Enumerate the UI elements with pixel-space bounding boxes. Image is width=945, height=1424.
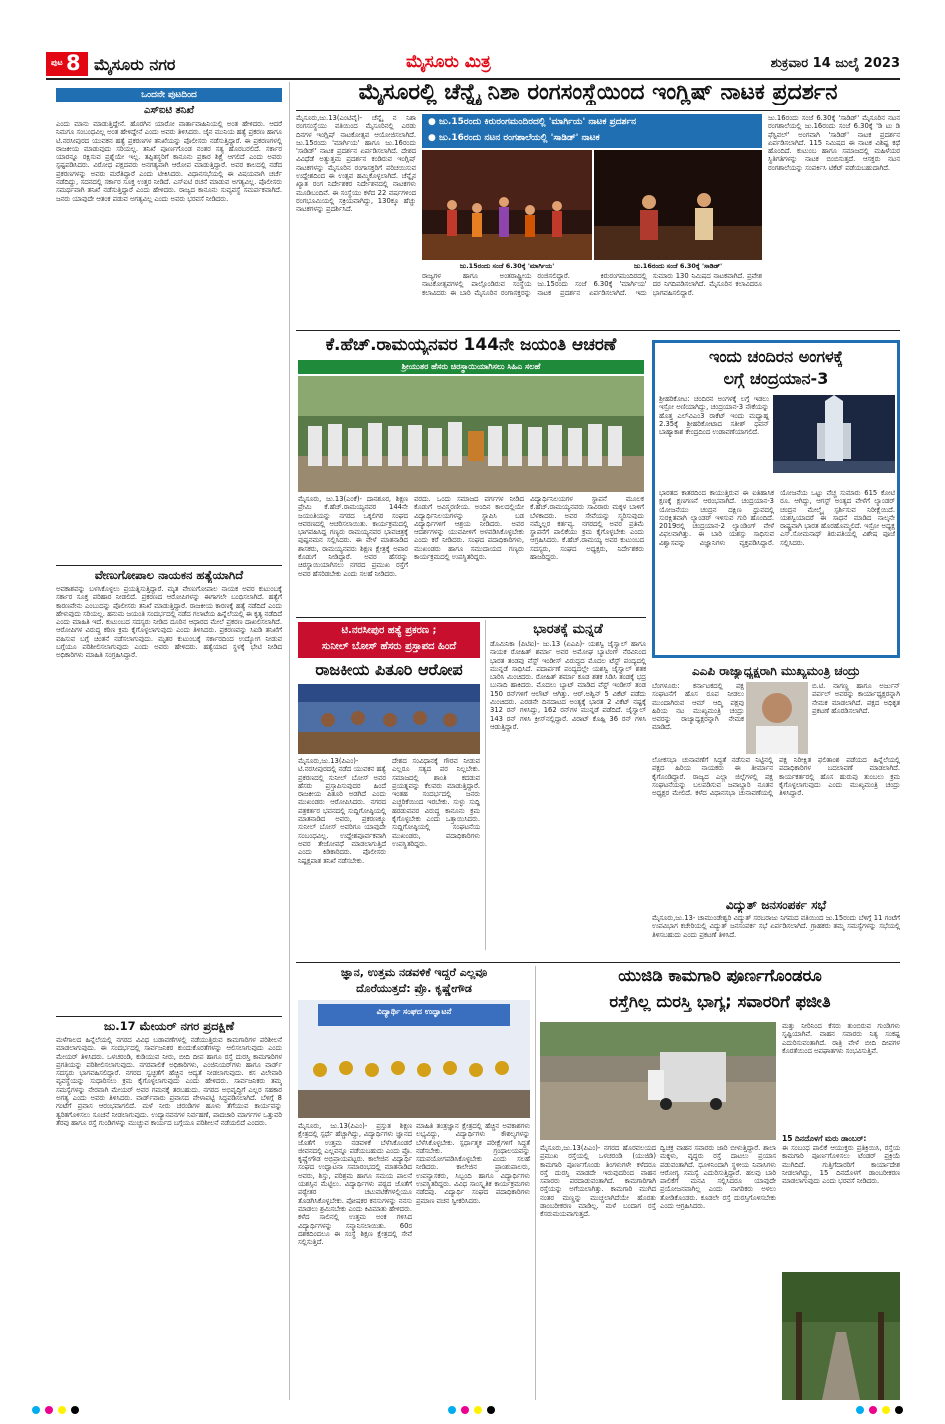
cyan-dot xyxy=(32,1406,40,1414)
divider xyxy=(296,617,646,618)
yellow-dot xyxy=(882,1406,890,1414)
cyan-dot xyxy=(448,1406,456,1414)
issue-date: ಶುಕ್ರವಾರ 14 ಜುಲೈ 2023 xyxy=(770,56,900,71)
jnana-headline-line-1: ಜ್ಞಾನ, ಉತ್ತಮ ನಡವಳಿಕೆ ಇದ್ದರೆ ಎಲ್ಲವೂ xyxy=(340,966,488,979)
venugopal-article-body: ಅವಕಾಶವನ್ನು ಬಳಸಿಕೊಳ್ಳಲು ಪ್ರಯತ್ನಿಸುತ್ತಿದ್ದಾರೆ. ಮೃತ ವೇಣುಗೋಪಾಲ ನಾಯಕ ಅವರ ಕುಟುಂಬಕ್ಕೆ ಸರ್ಕಾರ ಸೂಕ್ತ ಪರಿಹಾರ ನೀಡಲಿದೆ. ಪ್ರಕರಣದ ಆರೋಪಿಗಳನ್ನು ಈಗಾಗಲೇ ಬಂಧಿಸಲಾಗಿದೆ. ಹತ್ಯೆಗೆ ಕಾರಣವೇನು ಎಂಬುದನ್ನು ಪೊಲೀಸರು ತನಿಖೆ ಮಾಡುತ್ತಿದ್ದಾರೆ. ರಾಜಕೀಯ ಕಾರಣಕ್ಕೆ ಹತ್ಯೆ ನಡೆದಿದೆ ಎಂದು ಹೇಳುವುದು ಸರಿಯಲ್ಲ. ಹನುಮ ಜಯಂತಿ ಸಂದರ್ಭದಲ್ಲಿ ನಡೆದ ಗಲಾಟೆಯ ಹಿನ್ನೆಲೆಯಲ್ಲಿ ಈ ಕೃತ್ಯ ನಡೆದಿದೆ ಎಂದು ಮಾಹಿತಿ ಇದೆ. ಕುಟುಂಬದ ಸದಸ್ಯರು ನೀಡಿದ ದೂರಿನ ಆಧಾರದ ಮೇಲೆ ಪ್ರಕರಣ ದಾಖಲಿಸಲಾಗಿದೆ. ಆರೋಪಿಗಳ ವಿರುದ್ಧ ಕಠಿಣ ಕ್ರಮ ಕೈಗೊಳ್ಳಲಾಗುವುದು ಎಂದು ತಿಳಿಸಿದರು. ಪ್ರಕರಣವನ್ನು ಸಿಐಡಿ ತನಿಖೆಗೆ ವಹಿಸುವ ಬಗ್ಗೆ ಚಿಂತನೆ ನಡೆಸಲಾಗುವುದು. ಮೃತರ ಕುಟುಂಬಕ್ಕೆ ಸರ್ಕಾರದಿಂದ ಉದ್ಯೋಗ ನೀಡುವ ಬಗ್ಗೆಯೂ ಪರಿಶೀಲಿಸಲಾಗುವುದು ಎಂದು ಅವರು ಹೇಳಿದರು. ಹತ್ಯೆಯಾದ ಸ್ಥಳಕ್ಕೆ ಭೇಟಿ ನೀಡಿದ ಅಧಿಕಾರಿಗಳು ಮಾಹಿತಿ ಸಂಗ್ರಹಿಸಿದ್ದಾರೆ. xyxy=(56,585,282,660)
students-felicitation-image xyxy=(298,1000,530,1118)
jnana-photo-banner-text: ವಿದ್ಯಾರ್ಥಿ ಸಂಘದ ಉದ್ಘಾಟನೆ xyxy=(376,1007,452,1016)
magenta-dot xyxy=(45,1406,53,1414)
sit-headline: ಎಸ್‌ಐಟಿ ತನಿಖೆ xyxy=(144,105,194,116)
ugd-tree-road-photo xyxy=(782,1272,900,1400)
rocket-launch-image xyxy=(773,395,895,473)
ugd-subtitle: 15 ದಿನದೊಳಗೆ ಮರು ಡಾಂಬರ್: xyxy=(782,1134,867,1143)
aap-article-body-bottom: ಲೋಕಸಭಾ ಚುನಾವಣೆಗೆ ಸಿದ್ಧತೆ ನಡೆಸುವ ನಿಟ್ಟಿನಲ್ಲಿ ಪಕ್ಷದ ಹಿರಿಯ ನಾಯಕರು ಈ ತೀರ್ಮಾನ ಕೈಗೊಂಡಿದ್ದಾರೆ. ರಾಜ್ಯದ ಎಲ್ಲಾ ಜಿಲ್ಲೆಗಳಲ್ಲಿ ಪಕ್ಷ ಸಂಘಟನೆಯನ್ನು ಬಲಪಡಿಸುವ ಜವಾಬ್ದಾರಿ ನೂತನ ಅಧ್ಯಕ್ಷರ ಮೇಲಿದೆ. ಕಳೆದ ವಿಧಾನಸಭಾ ಚುನಾವಣೆಯಲ್ಲಿ ಪಕ್ಷ ನಿರೀಕ್ಷಿತ ಫಲಿತಾಂಶ ಪಡೆಯದ ಹಿನ್ನೆಲೆಯಲ್ಲಿ ಪದಾಧಿಕಾರಿಗಳ ಬದಲಾವಣೆ ಮಾಡಲಾಗಿದೆ. ಕಾರ್ಯಕರ್ತರಲ್ಲಿ ಹೊಸ ಹುರುಪು ತುಂಬಲು ಕ್ರಮ ಕೈಗೊಳ್ಳಲಾಗುವುದು ಎಂದು ಮುಖ್ಯಮಂತ್ರಿ ಚಂದ್ರು ತಿಳಿಸಿದ್ದಾರೆ. xyxy=(652,756,900,798)
rajakiya-article-body-left: ಮೈಸೂರು,ಜು.13(ಪಿಎಂ)- ಟಿ.ನರಸೀಪುರದಲ್ಲಿ ನಡೆದ ಯುವಕನ ಹತ್ಯೆ ಪ್ರಕರಣದಲ್ಲಿ ಸುನೀಲ್ ಬೋಸ್ ಅವರ ಹೆಸರು ಪ್ರಸ್ತಾಪಿಸುವುದರ ಹಿಂದೆ ರಾಜಕೀಯ ಪಿತೂರಿ ಅಡಗಿದೆ ಎಂದು ಮುಖಂಡರು ಆರೋಪಿಸಿದರು. ನಗರದ ಪತ್ರಕರ್ತರ ಭವನದಲ್ಲಿ ಸುದ್ದಿಗೋಷ್ಠಿಯಲ್ಲಿ ಮಾತನಾಡಿದ ಅವರು, ಪ್ರಕರಣಕ್ಕೂ ಸುನೀಲ್ ಬೋಸ್ ಅವರಿಗೂ ಯಾವುದೇ ಸಂಬಂಧವಿಲ್ಲ. ಉದ್ದೇಶಪೂರ್ವಕವಾಗಿ ಅವರ ತೇಜೋವಧೆ ಮಾಡಲಾಗುತ್ತಿದೆ ಎಂದು ಕಿಡಿಕಾರಿದರು. ಪೊಲೀಸರು ನಿಷ್ಪಕ್ಷಪಾತ ತನಿಖೆ ನಡೆಸಬೇಕು. xyxy=(298,757,386,865)
drama-info-line-1: ● ಜು.15ರಂದು ಕಿರುರಂಗಮಂದಿರದಲ್ಲಿ 'ಮಾರ್ಗಿಯ' ನಾಟಕ ಪ್ರದರ್ಶನ xyxy=(428,117,637,127)
mayor-visit-article-body: ಮಳೆಗಾಲದ ಹಿನ್ನೆಲೆಯಲ್ಲಿ ನಗರದ ವಿವಿಧ ಬಡಾವಣೆಗಳಲ್ಲಿ ನಡೆಯುತ್ತಿರುವ ಕಾಮಗಾರಿಗಳ ಪರಿಶೀಲನೆ ಮಾಡಲಾಗುವುದು. ಈ ಸಂದರ್ಭದಲ್ಲಿ ಸಾರ್ವಜನಿಕರ ಕುಂದುಕೊರತೆಗಳನ್ನು ಆಲಿಸಲಾಗುವುದು ಎಂದು ಮೇಯರ್ ತಿಳಿಸಿದರು. ಒಳಚರಂಡಿ, ಕುಡಿಯುವ ನೀರು, ಬೀದಿ ದೀಪ ಹಾಗೂ ರಸ್ತೆ ದುರಸ್ತಿ ಕಾಮಗಾರಿಗಳ ಪ್ರಗತಿಯನ್ನು ಪರಿಶೀಲಿಸಲಾಗುವುದು. ನಗರಪಾಲಿಕೆ ಅಧಿಕಾರಿಗಳು, ಎಂಜಿನಿಯರ್‌ಗಳು ಹಾಗೂ ವಾರ್ಡ್ ಸದಸ್ಯರು ಭಾಗವಹಿಸಲಿದ್ದಾರೆ. ನಗರದ ಸ್ವಚ್ಛತೆಗೆ ಹೆಚ್ಚಿನ ಆದ್ಯತೆ ನೀಡಲಾಗುವುದು. ಕಸ ವಿಲೇವಾರಿ ವ್ಯವಸ್ಥೆಯನ್ನು ಸುಧಾರಿಸಲು ಕ್ರಮ ಕೈಗೊಳ್ಳಲಾಗುವುದು ಎಂದು ಹೇಳಿದರು. ಸಾರ್ವಜನಿಕರು ತಮ್ಮ ಸಮಸ್ಯೆಗಳನ್ನು ನೇರವಾಗಿ ಮೇಯರ್ ಅವರ ಗಮನಕ್ಕೆ ತರಬಹುದು. ನಗರದ ಅಭಿವೃದ್ಧಿಗೆ ಎಲ್ಲರ ಸಹಕಾರ ಅಗತ್ಯ ಎಂದು ಅವರು ತಿಳಿಸಿದರು. ವಾರ್ಡ್‌ವಾರು ಪ್ರವಾಸದ ವೇಳಾಪಟ್ಟಿ ಸಿದ್ಧಪಡಿಸಲಾಗಿದೆ. ಬೆಳಿಗ್ಗೆ 8 ಗಂಟೆಗೆ ಪ್ರವಾಸ ಆರಂಭವಾಗಲಿದೆ. ಮಳೆ ನೀರು ಚರಂಡಿಗಳ ಹೂಳು ತೆಗೆಯುವ ಕಾರ್ಯವನ್ನು ತ್ವರಿತಗೊಳಿಸಲು ಸೂಚನೆ ನೀಡಲಾಗುವುದು. ಉದ್ಯಾನವನಗಳ ನಿರ್ವಹಣೆ, ಪಾದಚಾರಿ ಮಾರ್ಗಗಳ ಒತ್ತುವರಿ ತೆರವು ಹಾಗೂ ರಸ್ತೆ ಗುಂಡಿಗಳನ್ನು ಮುಚ್ಚುವ ಕಾರ್ಯದ ಬಗ್ಗೆಯೂ ಪರಿಶೀಲನೆ ನಡೆಯಲಿದೆ ಎಂದರು. xyxy=(56,1036,282,1127)
vidyut-article-body: ಮೈಸೂರು,ಜು.13- ಚಾಮುಂಡೇಶ್ವರಿ ವಿದ್ಯುತ್ ಸರಬರಾಜು ನಿಗಮದ ವತಿಯಿಂದ ಜು.15ರಂದು ಬೆಳಿಗ್ಗೆ 11 ಗಂಟೆಗೆ ಉಪವಿಭಾಗ ಕಚೇರಿಯಲ್ಲಿ ವಿದ್ಯುತ್ ಜನಸಂಪರ್ಕ ಸಭೆ ಏರ್ಪಡಿಸಲಾಗಿದೆ. ಗ್ರಾಹಕರು ತಮ್ಮ ಸಮಸ್ಯೆಗಳನ್ನು ಸಭೆಯಲ್ಲಿ ತಿಳಿಸಬಹುದು ಎಂದು ಪ್ರಕಟಣೆ ತಿಳಿಸಿದೆ. xyxy=(652,914,900,939)
chandru-portrait xyxy=(746,682,808,754)
column-divider xyxy=(289,82,290,1400)
drama-photo-caption-left: ಜು.15ರಂದು ಸಂಜೆ 6.30ಕ್ಕೆ 'ಮಾರ್ಗಿಯ' xyxy=(459,262,555,270)
ramayya-article-body-left: ಮೈಸೂರು, ಜು.13(ಎಂಕೆ)- ದಾನಶೂರ, ಶಿಕ್ಷಣ ಪ್ರೇಮಿ ಕೆ.ಹೆಚ್.ರಾಮಯ್ಯನವರ 144ನೇ ಜಯಂತಿಯನ್ನು ನಗರದ ಒಕ್ಕಲಿಗರ ಸಂಘದ ಆವರಣದಲ್ಲಿ ಆಚರಿಸಲಾಯಿತು. ಕಾರ್ಯಕ್ರಮದಲ್ಲಿ ಭಾಗವಹಿಸಿದ್ದ ಗಣ್ಯರು ರಾಮಯ್ಯನವರ ಭಾವಚಿತ್ರಕ್ಕೆ ಪುಷ್ಪನಮನ ಸಲ್ಲಿಸಿದರು. ಈ ವೇಳೆ ಮಾತನಾಡಿದ ಶಾಸಕರು, ರಾಮಯ್ಯನವರು ಶಿಕ್ಷಣ ಕ್ಷೇತ್ರಕ್ಕೆ ಅಪಾರ ಕೊಡುಗೆ ನೀಡಿದ್ದಾರೆ. ಅವರ ಹೆಸರನ್ನು ಚಿರಸ್ಥಾಯಿಯಾಗಿಸಲು ನಗರದ ಪ್ರಮುಖ ರಸ್ತೆಗೆ ಅವರ ಹೆಸರಿಡಬೇಕು ಎಂದು ಸಲಹೆ ನೀಡಿದರು. xyxy=(298,495,408,578)
jnana-article-body-left: ಮೈಸೂರು, ಜು.13(ಪಿಎಂ)- ಪ್ರಸ್ತುತ ಶಿಕ್ಷಣ ಕ್ಷೇತ್ರದಲ್ಲಿ ಸ್ಪರ್ಧೆ ಹೆಚ್ಚಾಗಿದ್ದು, ವಿದ್ಯಾರ್ಥಿಗಳು ಜ್ಞಾನದ ಜೊತೆಗೆ ಉತ್ತಮ ನಡವಳಿಕೆ ಬೆಳೆಸಿಕೊಂಡರೆ ಜೀವನದಲ್ಲಿ ಎಲ್ಲವನ್ನೂ ಪಡೆಯಬಹುದು ಎಂದು ಪ್ರೊ. ಕೃಷ್ಣೇಗೌಡ ಅಭಿಪ್ರಾಯಪಟ್ಟರು. ಕಾಲೇಜಿನ ವಿದ್ಯಾರ್ಥಿ ಸಂಘದ ಉದ್ಘಾಟನಾ ಸಮಾರಂಭದಲ್ಲಿ ಮಾತನಾಡಿದ ಅವರು, ಶಿಸ್ತು, ಪರಿಶ್ರಮ ಹಾಗೂ ಸಮಯ ಪಾಲನೆ ಯಶಸ್ಸಿನ ಮೆಟ್ಟಿಲು. ವಿದ್ಯಾರ್ಥಿಗಳು ಪಠ್ಯದ ಜೊತೆಗೆ ಪಠ್ಯೇತರ ಚಟುವಟಿಕೆಗಳಲ್ಲಿಯೂ ತೊಡಗಿಸಿಕೊಳ್ಳಬೇಕು. ಪೋಷಕರ ಕನಸುಗಳನ್ನು ನನಸು ಮಾಡಲು ಶ್ರಮಿಸಬೇಕು ಎಂದು ಕಿವಿಮಾತು ಹೇಳಿದರು. ಕಳೆದ ಸಾಲಿನಲ್ಲಿ ಉತ್ತಮ ಅಂಕ ಗಳಿಸಿದ ವಿದ್ಯಾರ್ಥಿಗಳನ್ನು ಸನ್ಮಾನಿಸಲಾಯಿತು. 60ರ ದಶಕದಿಂದಲೂ ಈ ಸಂಸ್ಥೆ ಶಿಕ್ಷಣ ಕ್ಷೇತ್ರದಲ್ಲಿ ಸೇವೆ ಸಲ್ಲಿಸುತ್ತಿದೆ. xyxy=(298,1122,412,1247)
section-title: ಮೈಸೂರು ನಗರ xyxy=(94,55,176,74)
rajakiya-article-body-right: ದೇಶದ ಸಂವಿಧಾನಕ್ಕೆ ಗೌರವ ನೀಡುವ ಎಲ್ಲರೂ ಸತ್ಯದ ಪರ ನಿಲ್ಲಬೇಕು. ಸಮಾಜದಲ್ಲಿ ಶಾಂತಿ ಕದಡುವ ಪ್ರಯತ್ನವನ್ನು ಕೆಲವರು ಮಾಡುತ್ತಿದ್ದಾರೆ. ಇಂತಹ ಸಂದರ್ಭದಲ್ಲಿ ಜನರು ಎಚ್ಚರಿಕೆಯಿಂದ ಇರಬೇಕು. ಸುಳ್ಳು ಸುದ್ದಿ ಹರಡುವವರ ವಿರುದ್ಧ ಕಾನೂನು ಕ್ರಮ ಕೈಗೊಳ್ಳಬೇಕು ಎಂದು ಒತ್ತಾಯಿಸಿದರು. ಸುದ್ದಿಗೋಷ್ಠಿಯಲ್ಲಿ ಸಂಘಟನೆಯ ಮುಖಂಡರು, ಪದಾಧಿಕಾರಿಗಳು ಉಪಸ್ಥಿತರಿದ್ದರು. xyxy=(392,757,480,848)
ramayya-subheading: ಶ್ರೀಯುತರ ಹೆಸರು ಚಿರಸ್ಥಾಯಿಯಾಗಿಸಲು ಸಿಹಿಎ ಸಲಹೆ xyxy=(298,360,644,374)
ugd-article-body-middle: ದ್ವಿಚಕ್ರ ವಾಹನ ಸವಾರರು ಜಾರಿ ಬೀಳುತ್ತಿದ್ದಾರೆ. ಶಾಲಾ ಮಕ್ಕಳು, ವೃದ್ಧರು ರಸ್ತೆ ದಾಟಲು ಪ್ರಯಾಸ ಪಡುವಂತಾಗಿದೆ. ಧೂಳಿನಿಂದಾಗಿ ಸ್ಥಳೀಯ ನಿವಾಸಿಗಳು ಆರೋಗ್ಯ ಸಮಸ್ಯೆ ಎದುರಿಸುತ್ತಿದ್ದಾರೆ. ಹಲವು ಬಾರಿ ಪಾಲಿಕೆಗೆ ಮನವಿ ಸಲ್ಲಿಸಿದರೂ ಯಾವುದೇ ಪ್ರಯೋಜನವಾಗಿಲ್ಲ ಎಂದು ನಾಗರಿಕರು ಅಳಲು ತೋಡಿಕೊಂಡರು. ಕೂಡಲೇ ರಸ್ತೆ ದುರಸ್ತಿಗೊಳಿಸಬೇಕು ಎಂದು ಆಗ್ರಹಿಸಿದರು. xyxy=(660,1144,776,1211)
stage-performance-image xyxy=(422,150,592,260)
rajakiya-kicker-line-1: ಟಿ.ನರಸೀಪುರ ಹತ್ಯೆ ಪ್ರಕರಣ ; xyxy=(341,625,437,636)
ugd-article-body-right-top: ಮತ್ತು ನೀರಿನಿಂದ ಕೆಸರು ತುಂಬಿರುವ ಗುಂಡಿಗಳು ಸೃಷ್ಟಿಯಾಗಿವೆ. ವಾಹನ ಸವಾರರು ನಿತ್ಯ ಸಂಕಷ್ಟ ಎದುರಿಸುವಂತಾಗಿದೆ. ರಾತ್ರಿ ವೇಳೆ ಬೀದಿ ದೀಪಗಳ ಕೊರತೆಯಿಂದ ಅಪಘಾತಗಳು ಸಂಭವಿಸುತ್ತಿವೆ. xyxy=(782,1022,900,1055)
newspaper-logo: ಮೈಸೂರು ಮಿತ್ರ xyxy=(406,52,491,72)
aap-headline: ಎಎಪಿ ರಾಜ್ಯಾಧ್ಯಕ್ಷರಾಗಿ ಮುಖ್ಯಮಂತ್ರಿ ಚಂದ್ರು xyxy=(691,664,861,678)
drama-photo-right xyxy=(594,150,762,260)
page-number-badge xyxy=(46,52,88,76)
yellow-dot xyxy=(474,1406,482,1414)
rajakiya-kicker-box xyxy=(298,622,480,658)
ugd-headline-line-1: ಯುಜಿಡಿ ಕಾಮಗಾರಿ ಪೂರ್ಣಗೊಂಡರೂ xyxy=(618,966,822,985)
jnana-headline-line-2: ದೊರೆಯುತ್ತದೆ: ಪ್ರೊ. ಕೃಷ್ಣೇಗೌಡ xyxy=(356,982,472,995)
chandrayaan-box xyxy=(652,340,900,658)
stage-performance-image xyxy=(594,150,762,260)
magenta-dot xyxy=(869,1406,877,1414)
press-meet-image xyxy=(298,684,480,754)
chandrayaan-article-body-top: ಶ್ರೀಹರಿಕೋಟ: ಚಂದಿರನ ಅಂಗಳಕ್ಕೆ ಲಗ್ಗೆ ಇಡಲು ಇಸ್ರೋ ಅಣಿಯಾಗಿದ್ದು, ಚಂದ್ರಯಾನ-3 ನೌಕೆಯನ್ನು ಹೊತ್ತ ಎಲ್‌ವಿಎಂ3 ರಾಕೆಟ್ ಇಂದು ಮಧ್ಯಾಹ್ನ 2.35ಕ್ಕೆ ಶ್ರೀಹರಿಕೋಟಾದ ಸತೀಶ್ ಧವನ್ ಬಾಹ್ಯಾಕಾಶ ಕೇಂದ್ರದಿಂದ ಉಡಾವಣೆಯಾಗಲಿದೆ. xyxy=(659,395,769,437)
ugd-headline-line-2: ರಸ್ತೆಗಿಲ್ಲ ದುರಸ್ತಿ ಭಾಗ್ಯ; ಸವಾರರಿಗೆ ಫಜೀತಿ xyxy=(609,992,831,1011)
black-dot xyxy=(895,1406,903,1414)
jnana-photo xyxy=(298,1000,530,1118)
sit-article-body: ಎಂದು ಮಾನು ಮಾಡುತ್ತಿದ್ದೇನೆ. ಹೊರಗಿನ ಯಾರೋ ವಾರ್ತಾವಾಹಿನಿಯಲ್ಲಿ ಅಂತ ಹೇಳಿದರು. ಆದರೆ ನಿಮಗೂ ಸಂಬಂಧವಿಲ್ಲ ಅಂತ ಹೇಳಿದ್ದೇನೆ ಎಂದು ಅವರು ತಿಳಿಸಿದರು. ಜೈನ ಮುನಿಯ ಹತ್ಯೆ ಪ್ರಕರಣ ಹಾಗೂ ಟಿ.ನರಸೀಪುರದ ಯುವಕನ ಹತ್ಯೆ ಪ್ರಕರಣಗಳ ತನಿಖೆಯನ್ನು ಪೊಲೀಸರು ನಡೆಸುತ್ತಿದ್ದಾರೆ. ಈ ಪ್ರಕರಣಗಳಲ್ಲಿ ರಾಜಕೀಯ ಮಾಡುವುದು ಸರಿಯಲ್ಲ. ತನಿಖೆ ಪೂರ್ಣಗೊಂಡ ನಂತರ ಸತ್ಯ ಹೊರಬರಲಿದೆ. ಸರ್ಕಾರ ಯಾರನ್ನೂ ರಕ್ಷಿಸುವ ಪ್ರಶ್ನೆಯೇ ಇಲ್ಲ. ತಪ್ಪಿತಸ್ಥರಿಗೆ ಕಾನೂನು ಪ್ರಕಾರ ಶಿಕ್ಷೆ ಆಗಲಿದೆ ಎಂದು ಅವರು ಸ್ಪಷ್ಟಪಡಿಸಿದರು. ವಿರೋಧ ಪಕ್ಷದವರು ಅನಗತ್ಯವಾಗಿ ಆರೋಪ ಮಾಡುತ್ತಿದ್ದಾರೆ. ಅವರ ಕಾಲದಲ್ಲಿ ನಡೆದ ಪ್ರಕರಣಗಳನ್ನು ಅವರು ಮರೆತಿದ್ದಾರೆ ಎಂದು ಟೀಕಿಸಿದರು. ವಿಧಾನಸಭೆಯಲ್ಲಿ ಈ ವಿಷಯವಾಗಿ ಚರ್ಚೆ ನಡೆದಿದ್ದು, ಸದನದಲ್ಲಿ ಸರ್ಕಾರ ಸೂಕ್ತ ಉತ್ತರ ನೀಡಿದೆ. ಎಸ್‌ಐಟಿ ರಚನೆ ಮಾಡುವ ಅಗತ್ಯವಿಲ್ಲ. ಪೊಲೀಸರು ಸಮರ್ಥವಾಗಿ ತನಿಖೆ ನಡೆಸುತ್ತಿದ್ದಾರೆ ಎಂದು ಹೇಳಿದರು. ರಾಜ್ಯದ ಕಾನೂನು ಸುವ್ಯವಸ್ಥೆ ಸಮರ್ಪಕವಾಗಿದೆ. ಜನರು ಯಾವುದೇ ಆತಂಕ ಪಡುವ ಅಗತ್ಯವಿಲ್ಲ ಎಂದು ಅವರು ಭರವಸೆ ನೀಡಿದರು. xyxy=(56,120,282,203)
ugd-road-photo xyxy=(540,1022,776,1140)
column-divider xyxy=(535,966,536,1400)
divider xyxy=(296,110,900,111)
page-label: ಪುಟ xyxy=(51,58,63,67)
rocket-photo xyxy=(773,395,895,473)
rajakiya-kicker-line-2: ಸುನೀಲ್ ಬೋಸ್ ಹೆಸರು ಪ್ರಸ್ತಾಪದ ಹಿಂದೆ xyxy=(321,641,457,652)
aap-article-body-right: ಬಿ.ಟಿ. ನಾಗಣ್ಣ ಹಾಗೂ ಅರ್ಜುನ್ ಪರ್ಪಲ್ ಅವರನ್ನು ಕಾರ್ಯಾಧ್ಯಕ್ಷರನ್ನಾಗಿ ನೇಮಕ ಮಾಡಲಾಗಿದೆ. ಪಕ್ಷದ ಅಧಿಕೃತ ಪ್ರಕಟಣೆ ಹೊರಡಿಸಲಾಗಿದೆ. xyxy=(812,682,900,715)
yellow-dot xyxy=(58,1406,66,1414)
drama-article-body-left: ಮೈಸೂರು,ಜು.13(ಎಂಟಿವೈ)- ಚೆನ್ನೈ ನ ನಿಶಾ ರಂಗಸಂಸ್ಥೆಯು ವತಿಯಿಂದ ಮೈಸೂರಿನಲ್ಲಿ ಎರಡು ದಿನಗಳ ಇಂಗ್ಲಿಷ್ ನಾಟಕೋತ್ಸವ ಆಯೋಜಿಸಲಾಗಿದೆ. ಜು.15ರಂದು 'ಮಾರ್ಗಿಯ' ಹಾಗೂ ಜು.16ರಂದು 'ಸಾಡಿಡ್' ನಾಟಕ ಪ್ರದರ್ಶನ ಏರ್ಪಡಿಸಲಾಗಿದೆ. ದೇಶದ ವಿವಿಧೆಡೆ ಅತ್ಯುತ್ತಮ ಪ್ರದರ್ಶನ ಕಂಡಿರುವ ಇಂಗ್ಲಿಷ್ ನಾಟಕಗಳನ್ನು ಮೈಸೂರಿನ ರಂಗಾಸಕ್ತರಿಗೆ ಪರಿಚಯಿಸುವ ಉದ್ದೇಶದಿಂದ ಈ ಉತ್ಸವ ಹಮ್ಮಿಕೊಳ್ಳಲಾಗಿದೆ. ಚೆನ್ನೈನ ಖ್ಯಾತ ರಂಗ ನಿರ್ದೇಶಕರ ನಿರ್ದೇಶನದಲ್ಲಿ ನಾಟಕಗಳು ಮೂಡಿಬಂದಿವೆ. ಈ ಸಂಸ್ಥೆಯು ಕಳೆದ 22 ವರ್ಷಗಳಿಂದ ರಂಗಭೂಮಿಯಲ್ಲಿ ಸಕ್ರಿಯವಾಗಿದ್ದು, 130ಕ್ಕೂ ಹೆಚ್ಚು ನಾಟಕಗಳನ್ನು ಪ್ರದರ್ಶಿಸಿದೆ. xyxy=(296,114,416,214)
drama-headline: ಮೈಸೂರಲ್ಲಿ ಚೆನ್ನೈ ನಿಶಾ ರಂಗಸಂಸ್ಥೆಯಿಂದ ಇಂಗ್ಲಿಷ್ ನಾಟಕ ಪ್ರದರ್ಶನ xyxy=(358,80,838,105)
ramayya-photo xyxy=(298,376,644,492)
bharat-headline: ಭಾರತಕ್ಕೆ ಮನ್ನಡೆ xyxy=(533,622,603,637)
drama-article-body-middle: ರಾಜ್ಯಗಳ ಹಾಗೂ ಅಂತರಾಷ್ಟ್ರೀಯ ನಾಟಕೋತ್ಸವಗಳಲ್ಲಿ ಪಾಲ್ಗೊಂಡಿರುವ ಸಂಸ್ಥೆಯ ಕಲಾವಿದರು ಈ ಬಾರಿ ಮೈಸೂರಿನ ರಂಗಾಸಕ್ತರನ್ನು ರಂಜಿಸಲಿದ್ದಾರೆ. ಕಿರುರಂಗಮಂದಿರದಲ್ಲಿ ಜು.15ರಂದು ಸಂಜೆ 6.30ಕ್ಕೆ 'ಮಾರ್ಗಿಯ' ನಾಟಕ ಪ್ರದರ್ಶನ ಏರ್ಪಡಿಸಲಾಗಿದೆ. ಇದು ಸುಮಾರು 130 ನಿಮಿಷದ ನಾಟಕವಾಗಿದೆ. ಪ್ರವೇಶ ದರ ನಿಗದಿಪಡಿಸಲಾಗಿದೆ. ಮೈಸೂರಿನ ಕಲಾವಿದರೂ ಭಾಗವಹಿಸಲಿದ್ದಾರೆ. xyxy=(422,272,762,297)
black-dot xyxy=(487,1406,495,1414)
continued-banner: ಒಂದನೇ ಪುಟದಿಂದ xyxy=(56,88,282,102)
bharat-article-body: ಡೊಮಿನಿಕಾ (ಪಿಟಿಐ)- ಜು.13 (ಏಎಪಿ)- ಯಶಸ್ವಿ ಜೈಸ್ವಾಲ್ ಹಾಗೂ ನಾಯಕ ರೋಹಿತ್ ಶರ್ಮಾ ಅವರ ಅಮೋಘ ಬ್ಯಾಟಿಂಗ್ ನೆರವಿನಿಂದ ಭಾರತ ತಂಡವು ವೆಸ್ಟ್ ಇಂಡೀಸ್ ವಿರುದ್ಧದ ಮೊದಲ ಟೆಸ್ಟ್ ಪಂದ್ಯದಲ್ಲಿ ಮುನ್ನಡೆ ಸಾಧಿಸಿದೆ. ಪದಾರ್ಪಣೆ ಪಂದ್ಯದಲ್ಲೇ ಯಶಸ್ವಿ ಜೈಸ್ವಾಲ್ ಶತಕ ಬಾರಿಸಿ ಮಿಂಚಿದರು. ರೋಹಿತ್ ಶರ್ಮಾ ಕೂಡ ಶತಕ ಸಿಡಿಸಿ ತಂಡಕ್ಕೆ ಭದ್ರ ಬುನಾದಿ ಹಾಕಿದರು. ಮೊದಲು ಬ್ಯಾಟ್ ಮಾಡಿದ ವೆಸ್ಟ್ ಇಂಡೀಸ್ ತಂಡ 150 ರನ್‌ಗಳಿಗೆ ಆಲೌಟ್ ಆಗಿತ್ತು. ಆರ್.ಅಶ್ವಿನ್ 5 ವಿಕೆಟ್ ಪಡೆದು ಮಿಂಚಿದರು. ಎರಡನೇ ದಿನದಾಟದ ಅಂತ್ಯಕ್ಕೆ ಭಾರತ 2 ವಿಕೆಟ್ ನಷ್ಟಕ್ಕೆ 312 ರನ್ ಗಳಿಸಿದ್ದು, 162 ರನ್‌ಗಳ ಮುನ್ನಡೆ ಪಡೆದಿದೆ. ಜೈಸ್ವಾಲ್ 143 ರನ್ ಗಳಿಸಿ ಕ್ರೀಸ್‌ನಲ್ಲಿದ್ದಾರೆ. ವಿರಾಟ್ ಕೊಹ್ಲಿ 36 ರನ್ ಗಳಿಸಿ ಆಡುತ್ತಿದ್ದಾರೆ. xyxy=(490,640,646,731)
chandrayaan-headline-line-2: ಲಗ್ಗೆ ಚಂದ್ರಯಾನ-3 xyxy=(723,369,829,388)
magenta-dot xyxy=(461,1406,469,1414)
rajakiya-photo xyxy=(298,684,480,754)
black-dot xyxy=(71,1406,79,1414)
rajakiya-headline: ರಾಜಕೀಯ ಪಿತೂರಿ ಆರೋಪ xyxy=(315,660,463,679)
ugd-article-body-right-bottom: ಈ ಸಂಬಂಧ ಪಾಲಿಕೆ ಆಯುಕ್ತರು ಪ್ರತಿಕ್ರಿಯಿಸಿ, ರಸ್ತೆಯ ಕಾಮಗಾರಿ ಪೂರ್ಣಗೊಳಿಸಲು ಟೆಂಡರ್ ಪ್ರಕ್ರಿಯೆ ಮುಗಿದಿದೆ. ಗುತ್ತಿಗೆದಾರರಿಗೆ ಕಾರ್ಯಾದೇಶ ನೀಡಲಾಗಿದ್ದು, 15 ದಿನದೊಳಗೆ ಡಾಂಬರೀಕರಣ ಮಾಡಲಾಗುವುದು ಎಂದು ಭರವಸೆ ನೀಡಿದರು. xyxy=(782,1144,900,1186)
tree-lined-road-image xyxy=(782,1272,900,1400)
damaged-road-image xyxy=(540,1022,776,1140)
ramayya-article-body-middle: ವರದು. ಒಂದು ಸಮಾಜದ ವರ್ಗಗಳ ನೀಡಿದ ಕೊಡುಗೆ ಅವಿಸ್ಮರಣೀಯ. ಅಂದಿನ ಕಾಲದಲ್ಲಿಯೇ ವಿದ್ಯಾರ್ಥಿನಿಲಯಗಳನ್ನು ಸ್ಥಾಪಿಸಿ ಬಡ ವಿದ್ಯಾರ್ಥಿಗಳಿಗೆ ಆಶ್ರಯ ನೀಡಿದರು. ಅವರ ಆದರ್ಶಗಳನ್ನು ಯುವಪೀಳಿಗೆ ಅಳವಡಿಸಿಕೊಳ್ಳಬೇಕು ಎಂದು ಕರೆ ನೀಡಿದರು. ಸಂಘದ ಪದಾಧಿಕಾರಿಗಳು, ಮುಖಂಡರು ಹಾಗೂ ಸಮುದಾಯದ ಗಣ್ಯರು ಕಾರ್ಯಕ್ರಮದಲ್ಲಿ ಉಪಸ್ಥಿತರಿದ್ದರು. xyxy=(414,495,524,562)
divider xyxy=(56,1016,282,1017)
aap-article-body-top: ಬೆಂಗಳೂರು: ಕರ್ನಾಟಕದಲ್ಲಿ ಪಕ್ಷ ಸಂಘಟನೆಗೆ ಹೊಸ ರೂಪ ನೀಡಲು ಮುಂದಾಗಿರುವ ಆಮ್ ಆದ್ಮಿ ಪಕ್ಷವು ಹಿರಿಯ ನಟ ಮುಖ್ಯಮಂತ್ರಿ ಚಂದ್ರು ಅವರನ್ನು ರಾಜ್ಯಾಧ್ಯಕ್ಷರನ್ನಾಗಿ ನೇಮಕ ಮಾಡಿದೆ. xyxy=(652,682,744,732)
cyan-dot xyxy=(856,1406,864,1414)
group-photo-image xyxy=(298,376,644,492)
divider xyxy=(296,330,900,331)
drama-photo-caption-right: ಜು.16ರಂದು ಸಂಜೆ 6.30ಕ್ಕೆ 'ಸಾಡಿಡ್' xyxy=(633,262,723,270)
ramayya-headline: ಕೆ.ಹೆಚ್.ರಾಮಯ್ಯನವರ 144ನೇ ಜಯಂತಿ ಆಚರಣೆ xyxy=(325,335,617,355)
mayor-visit-headline: ಜು.17 ಮೇಯರ್ ನಗರ ಪ್ರದಕ್ಷಿಣೆ xyxy=(103,1019,235,1033)
chandrayaan-headline-line-1: ಇಂದು ಚಂದಿರನ ಅಂಗಳಕ್ಕೆ xyxy=(708,347,844,366)
drama-info-line-2: ● ಜು.16ರಂದು ನಟನ ರಂಗಶಾಲೆಯಲ್ಲಿ 'ಸಾಡಿಡ್' ನಾಟಕ xyxy=(428,133,600,143)
venugopal-headline: ವೇಣುಗೋಪಾಲ ನಾಯಕನ ಹತ್ಯೆಯಾಗಿದೆ xyxy=(94,568,244,582)
color-registration-marks-right xyxy=(856,1406,903,1414)
divider xyxy=(296,962,900,963)
drama-photo-left xyxy=(422,150,592,260)
portrait-image xyxy=(746,682,808,754)
divider xyxy=(56,565,282,566)
color-registration-marks-left xyxy=(32,1406,79,1414)
jnana-article-body-right: ಮಾಹಿತಿ ತಂತ್ರಜ್ಞಾನ ಕ್ಷೇತ್ರದಲ್ಲಿ ಹೆಚ್ಚಿನ ಅವಕಾಶಗಳು ಲಭ್ಯವಿದ್ದು, ವಿದ್ಯಾರ್ಥಿಗಳು ಕೌಶಲ್ಯಗಳನ್ನು ಬೆಳೆಸಿಕೊಳ್ಳಬೇಕು. ಸ್ಪರ್ಧಾತ್ಮಕ ಪರೀಕ್ಷೆಗಳಿಗೆ ಸಿದ್ಧತೆ ನಡೆಸಬೇಕು. ಗ್ರಂಥಾಲಯವನ್ನು ಸದುಪಯೋಗಪಡಿಸಿಕೊಳ್ಳಬೇಕು ಎಂದು ಸಲಹೆ ನೀಡಿದರು. ಕಾಲೇಜಿನ ಪ್ರಾಂಶುಪಾಲರು, ಉಪನ್ಯಾಸಕರು, ಸಿಬ್ಬಂದಿ ಹಾಗೂ ವಿದ್ಯಾರ್ಥಿಗಳು ಉಪಸ್ಥಿತರಿದ್ದರು. ವಿವಿಧ ಸಾಂಸ್ಕೃತಿಕ ಕಾರ್ಯಕ್ರಮಗಳು ನಡೆದವು. ವಿದ್ಯಾರ್ಥಿ ಸಂಘದ ಪದಾಧಿಕಾರಿಗಳು ಪ್ರಮಾಣ ವಚನ ಸ್ವೀಕರಿಸಿದರು. xyxy=(416,1122,530,1205)
ugd-article-body-left: ಮೈಸೂರು,ಜು.13(ಪಿಎಂ)- ನಗರದ ಹೊರವಲಯದ ಪ್ರಮುಖ ರಸ್ತೆಯಲ್ಲಿ ಒಳಚರಂಡಿ (ಯುಜಿಡಿ) ಕಾಮಗಾರಿ ಪೂರ್ಣಗೊಂಡು ತಿಂಗಳುಗಳೇ ಕಳೆದರೂ ರಸ್ತೆ ದುರಸ್ತಿ ಮಾಡದೇ ಇರುವುದರಿಂದ ವಾಹನ ಸವಾರರು ಪರದಾಡುವಂತಾಗಿದೆ. ಕಾಮಗಾರಿಗಾಗಿ ರಸ್ತೆಯನ್ನು ಅಗೆಯಲಾಗಿತ್ತು. ಕಾಮಗಾರಿ ಮುಗಿದ ನಂತರ ಮಣ್ಣನ್ನು ಮುಚ್ಚಲಾಗಿದೆಯೇ ಹೊರತು ಡಾಂಬರೀಕರಣ ಮಾಡಿಲ್ಲ. ಮಳೆ ಬಂದಾಗ ರಸ್ತೆ ಕೆಸರುಮಯವಾಗುತ್ತದೆ. xyxy=(540,1144,656,1219)
chandrayaan-article-body-bottom: ಭಾರತದ ಕಾತರದಿಂದ ಕಾಯುತ್ತಿರುವ ಈ ಐತಿಹಾಸಿಕ ಕ್ಷಣಕ್ಕೆ ಕ್ಷಣಗಣನೆ ಆರಂಭವಾಗಿದೆ. ಚಂದ್ರಯಾನ-3 ಯೋಜನೆಯು ಚಂದ್ರನ ದಕ್ಷಿಣ ಧ್ರುವದಲ್ಲಿ ಸುರಕ್ಷಿತವಾಗಿ ಲ್ಯಾಂಡರ್ ಇಳಿಸುವ ಗುರಿ ಹೊಂದಿದೆ. 2019ರಲ್ಲಿ ಚಂದ್ರಯಾನ-2 ಲ್ಯಾಂಡಿಂಗ್ ವೇಳೆ ವಿಫಲವಾಗಿತ್ತು. ಈ ಬಾರಿ ಯಶಸ್ಸು ಸಾಧಿಸುವ ವಿಶ್ವಾಸವನ್ನು ವಿಜ್ಞಾನಿಗಳು ವ್ಯಕ್ತಪಡಿಸಿದ್ದಾರೆ. ಯೋಜನೆಯ ಒಟ್ಟು ವೆಚ್ಚ ಸುಮಾರು 615 ಕೋಟಿ ರೂ. ಆಗಿದ್ದು, ಆಗಸ್ಟ್ ಅಂತ್ಯದ ವೇಳೆಗೆ ಲ್ಯಾಂಡರ್ ಚಂದ್ರನ ಮೇಲ್ಮೈ ಸ್ಪರ್ಶಿಸುವ ನಿರೀಕ್ಷೆಯಿದೆ. ಯಶಸ್ವಿಯಾದರೆ ಈ ಸಾಧನೆ ಮಾಡಿದ ನಾಲ್ಕನೇ ರಾಷ್ಟ್ರವಾಗಿ ಭಾರತ ಹೊರಹೊಮ್ಮಲಿದೆ. ಇಸ್ರೋ ಅಧ್ಯಕ್ಷ ಎಸ್.ಸೋಮನಾಥ್ ತಿರುಪತಿಯಲ್ಲಿ ವಿಶೇಷ ಪೂಜೆ ಸಲ್ಲಿಸಿದರು. xyxy=(659,489,895,547)
page-number: 8 xyxy=(66,51,81,75)
page-header xyxy=(46,52,900,76)
column-divider xyxy=(485,620,486,950)
color-registration-marks-center xyxy=(448,1406,495,1414)
drama-info-box xyxy=(422,114,762,148)
ramayya-article-body-right: ವಿದ್ಯಾರ್ಥಿನಿಲಯಗಳ ಸ್ಥಾಪನೆ ಮೂಲಕ ಕೆ.ಹೆಚ್.ರಾಮಯ್ಯನವರು ಸಾವಿರಾರು ಮಕ್ಕಳ ಬಾಳಿಗೆ ಬೆಳಕಾದರು. ಅವರ ಸೇವೆಯನ್ನು ಸ್ಮರಿಸುವುದು ನಮ್ಮೆಲ್ಲರ ಕರ್ತವ್ಯ. ನಗರದಲ್ಲಿ ಅವರ ಪ್ರತಿಮೆ ಸ್ಥಾಪನೆಗೆ ಪಾಲಿಕೆಯು ಕ್ರಮ ಕೈಗೊಳ್ಳಬೇಕು ಎಂದು ಆಗ್ರಹಿಸಿದರು. ಕೆ.ಹೆಚ್.ರಾಮಯ್ಯ ಅವರ ಕುಟುಂಬದ ಸದಸ್ಯರು, ಸಂಘದ ಅಧ್ಯಕ್ಷರು, ನಿರ್ದೇಶಕರು ಹಾಜರಿದ್ದರು. xyxy=(530,495,644,562)
drama-article-body-right: ಜು.16ರಂದು ಸಂಜೆ 6.30ಕ್ಕೆ 'ಸಾಡಿಡ್' ಮೈಸೂರಿನ ನಟನ ರಂಗಶಾಲೆಯಲ್ಲಿ ಜು.16ರಂದು ಸಂಜೆ 6.30ಕ್ಕೆ 'ಡಿ ಟು ಡಿ ಫೆಸ್ಟಿವಲ್' ಅಂಗವಾಗಿ 'ಸಾಡಿಡ್' ನಾಟಕ ಪ್ರದರ್ಶನ ಏರ್ಪಡಿಸಲಾಗಿದೆ. 115 ನಿಮಿಷದ ಈ ನಾಟಕ ವಿಶಿಷ್ಟ ಕಥೆ ಹೊಂದಿದೆ. ಕುಟುಂಬ ಹಾಗೂ ಸಮಾಜದಲ್ಲಿ ಮಹಿಳೆಯರ ಸ್ಥಿತಿಗತಿಗಳನ್ನು ನಾಟಕ ಬಿಂಬಿಸುತ್ತದೆ. ಆಸಕ್ತರು ನಟನ ರಂಗಶಾಲೆಯನ್ನು ಸಂಪರ್ಕಿಸಿ ಟಿಕೆಟ್ ಪಡೆಯಬಹುದಾಗಿದೆ. xyxy=(768,114,900,172)
vidyut-headline: ವಿದ್ಯುತ್ ಜನಸಂಪರ್ಕ ಸಭೆ xyxy=(725,898,827,912)
